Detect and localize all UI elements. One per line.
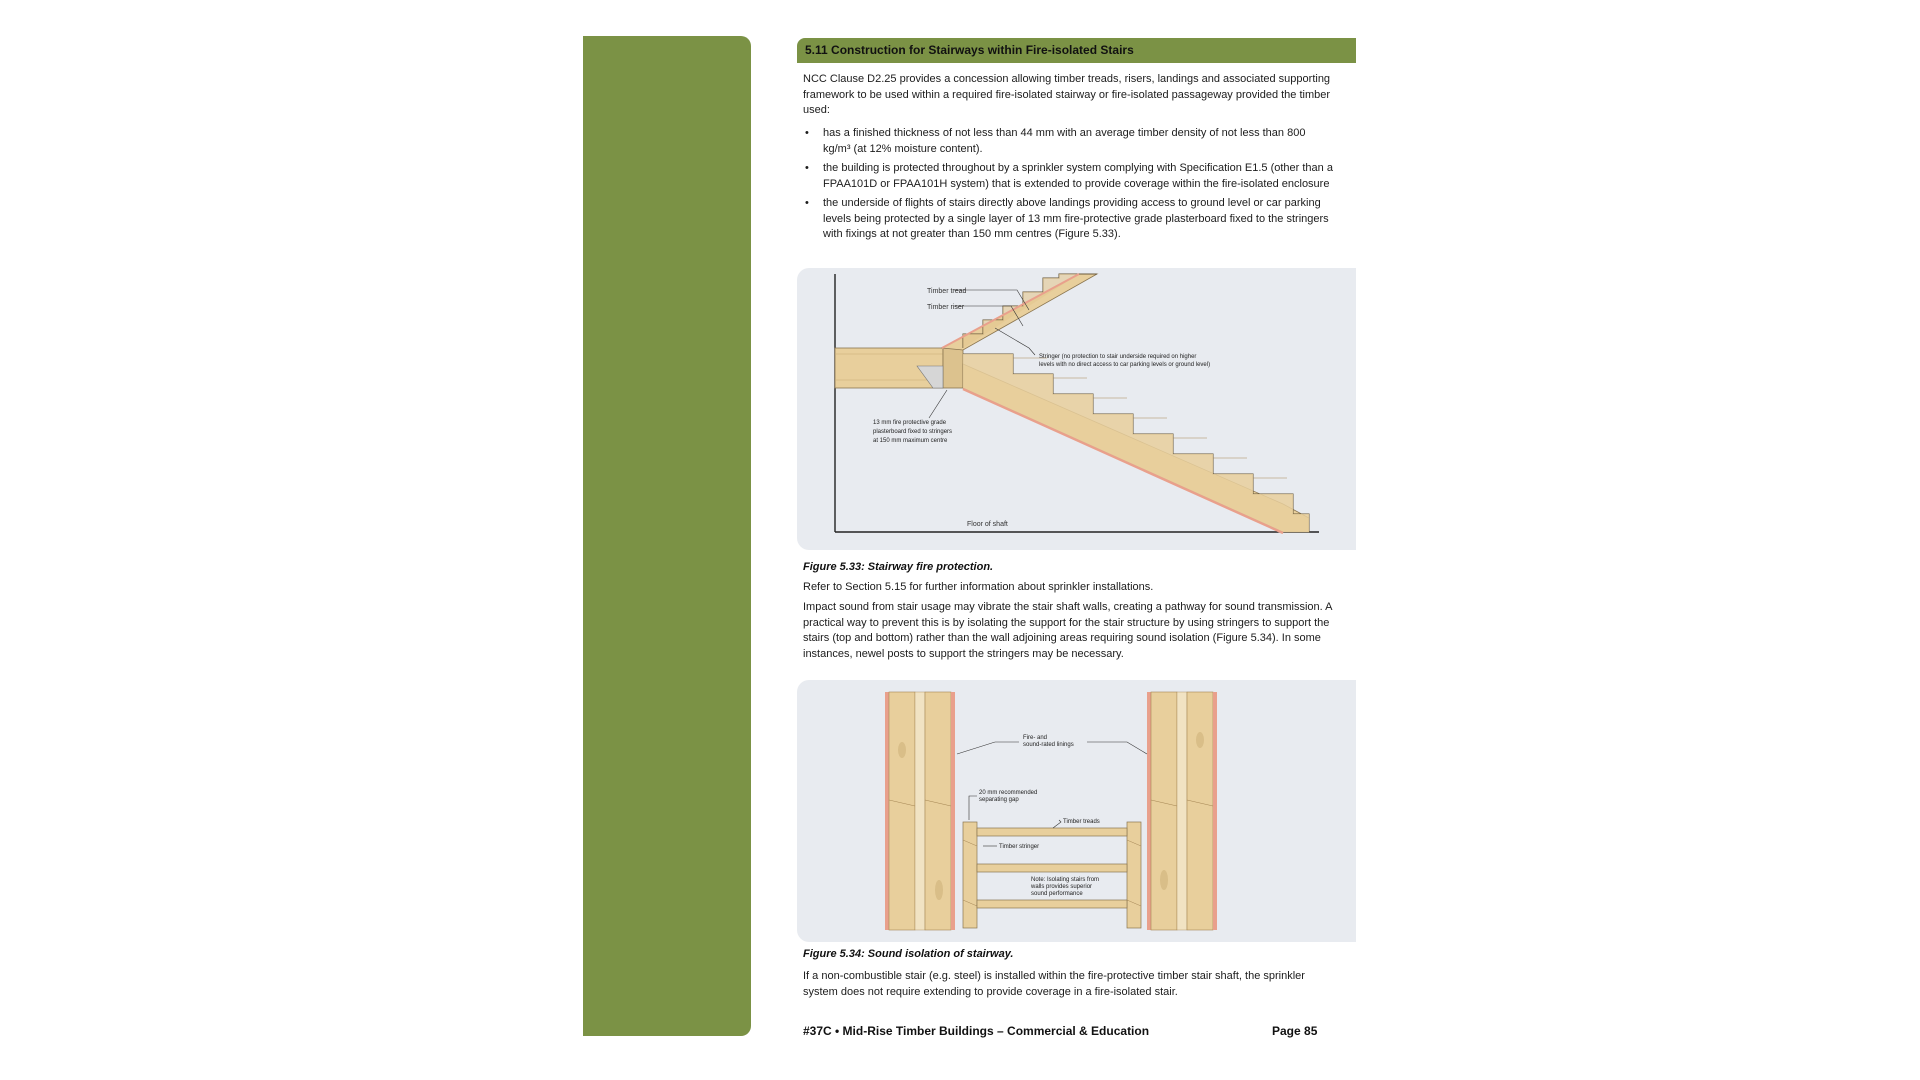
refer-paragraph [803,580,1333,596]
steel-paragraph [803,969,1333,1000]
list-item-text: the building is protected throughout by a sprinkler system complying with Specification E1.5 (other than a FPAA101D or FPAA101H system) that is extended to provide coverage within the fire-isolated enclosure [823,162,1333,190]
label-gap-2: separating gap [979,797,1019,803]
list-item-text: has a finished thickness of not less than 44 mm with an average timber density of not less than 800 kg/m³ (at 12% moisture content). [823,127,1306,155]
intro-paragraph [803,72,1333,119]
figure-5-33-caption: Figure 5.33: Stairway fire protection. [803,561,994,573]
bullet-icon: • [805,162,809,174]
bullet-icon: • [805,127,809,139]
label-timber-riser: Timber riser [927,304,965,311]
right-lining-outer [1213,692,1217,930]
refer-text: Refer to Section 5.15 for further information about sprinkler installations. [803,581,1154,593]
green-sidebar [583,36,751,1036]
label-stringer-1: Stringer (no protection to stair underside required on higher [1039,354,1197,360]
label-note-2: walls provides superior [1031,884,1093,890]
label-timber-tread: Timber tread [927,288,967,295]
plasterboard-lining [963,389,1283,533]
list-item [803,161,1333,192]
label-note-3: sound performance [1031,891,1083,897]
label-timber-stringer: Timber stringer [999,844,1040,850]
label-plasterboard-3: at 150 mm maximum centre [873,438,948,444]
bullet-icon: • [805,197,809,209]
right-stringer [1127,822,1141,928]
tread [977,828,1127,836]
list-item [803,126,1333,157]
left-stringer [963,822,977,928]
label-floor-of-shaft: Floor of shaft [967,521,1008,528]
impact-text: Impact sound from stair usage may vibrate the stair shaft walls, creating a pathway for sound transmission. A practical way to prevent this is by isolating the support for the stair structure by using stringers to support the stairs (top and bottom) rather than the wall adjoining areas requiring sound isolation (Figure 5.34). In some instances, newel posts to support the stringers may be necessary. [803,601,1332,660]
requirements-list [803,126,1333,247]
left-lining-outer [885,692,889,930]
stairway-section-drawing [797,268,1356,550]
impact-paragraph [803,600,1333,662]
tread [977,900,1127,908]
label-plasterboard-1: 13 mm fire protective grade [873,420,947,426]
label-linings-1: Fire- and [1023,735,1048,741]
label-gap-1: 20 mm recommended [979,790,1038,796]
label-linings-2: sound-rated linings [1023,742,1074,748]
label-note-1: Note: Isolating stairs from [1031,877,1100,883]
figure-5-34-caption: Figure 5.34: Sound isolation of stairway. [803,948,1014,960]
right-lining-inner [1147,692,1151,930]
figure-stairway-fire-protection [797,268,1356,550]
sound-isolation-drawing [797,680,1356,942]
list-item [803,196,1333,243]
figure-sound-isolation [797,680,1356,942]
left-lining-inner [951,692,955,930]
label-stringer-2: levels with no direct access to car parking levels or ground level) [1039,362,1211,368]
footer-title: #37C • Mid-Rise Timber Buildings – Commercial & Education [803,1024,1150,1038]
tread [977,864,1127,872]
page-number: Page 85 [1272,1024,1318,1038]
section-heading: 5.11 Construction for Stairways within Fire-isolated Stairs [797,38,1356,63]
list-item-text: the underside of flights of stairs directly above landings providing access to ground level or car parking levels being protected by a single layer of 13 mm fire-protective grade plasterboard fixed to the stringers with fixings at not greater than 150 mm centres (Figure 5.33). [823,197,1329,240]
steel-text: If a non-combustible stair (e.g. steel) is installed within the fire-protective timber stair shaft, the sprinkler system does not require extending to provide coverage in a fire-isolated stair. [803,970,1305,998]
label-plasterboard-2: plasterboard fixed to stringers [873,429,953,435]
label-timber-treads: Timber treads [1063,819,1100,825]
intro-text: NCC Clause D2.25 provides a concession allowing timber treads, risers, landings and associated supporting framework to be used within a required fire-isolated stairway or fire-isolated passageway provided the timber used: [803,73,1331,116]
